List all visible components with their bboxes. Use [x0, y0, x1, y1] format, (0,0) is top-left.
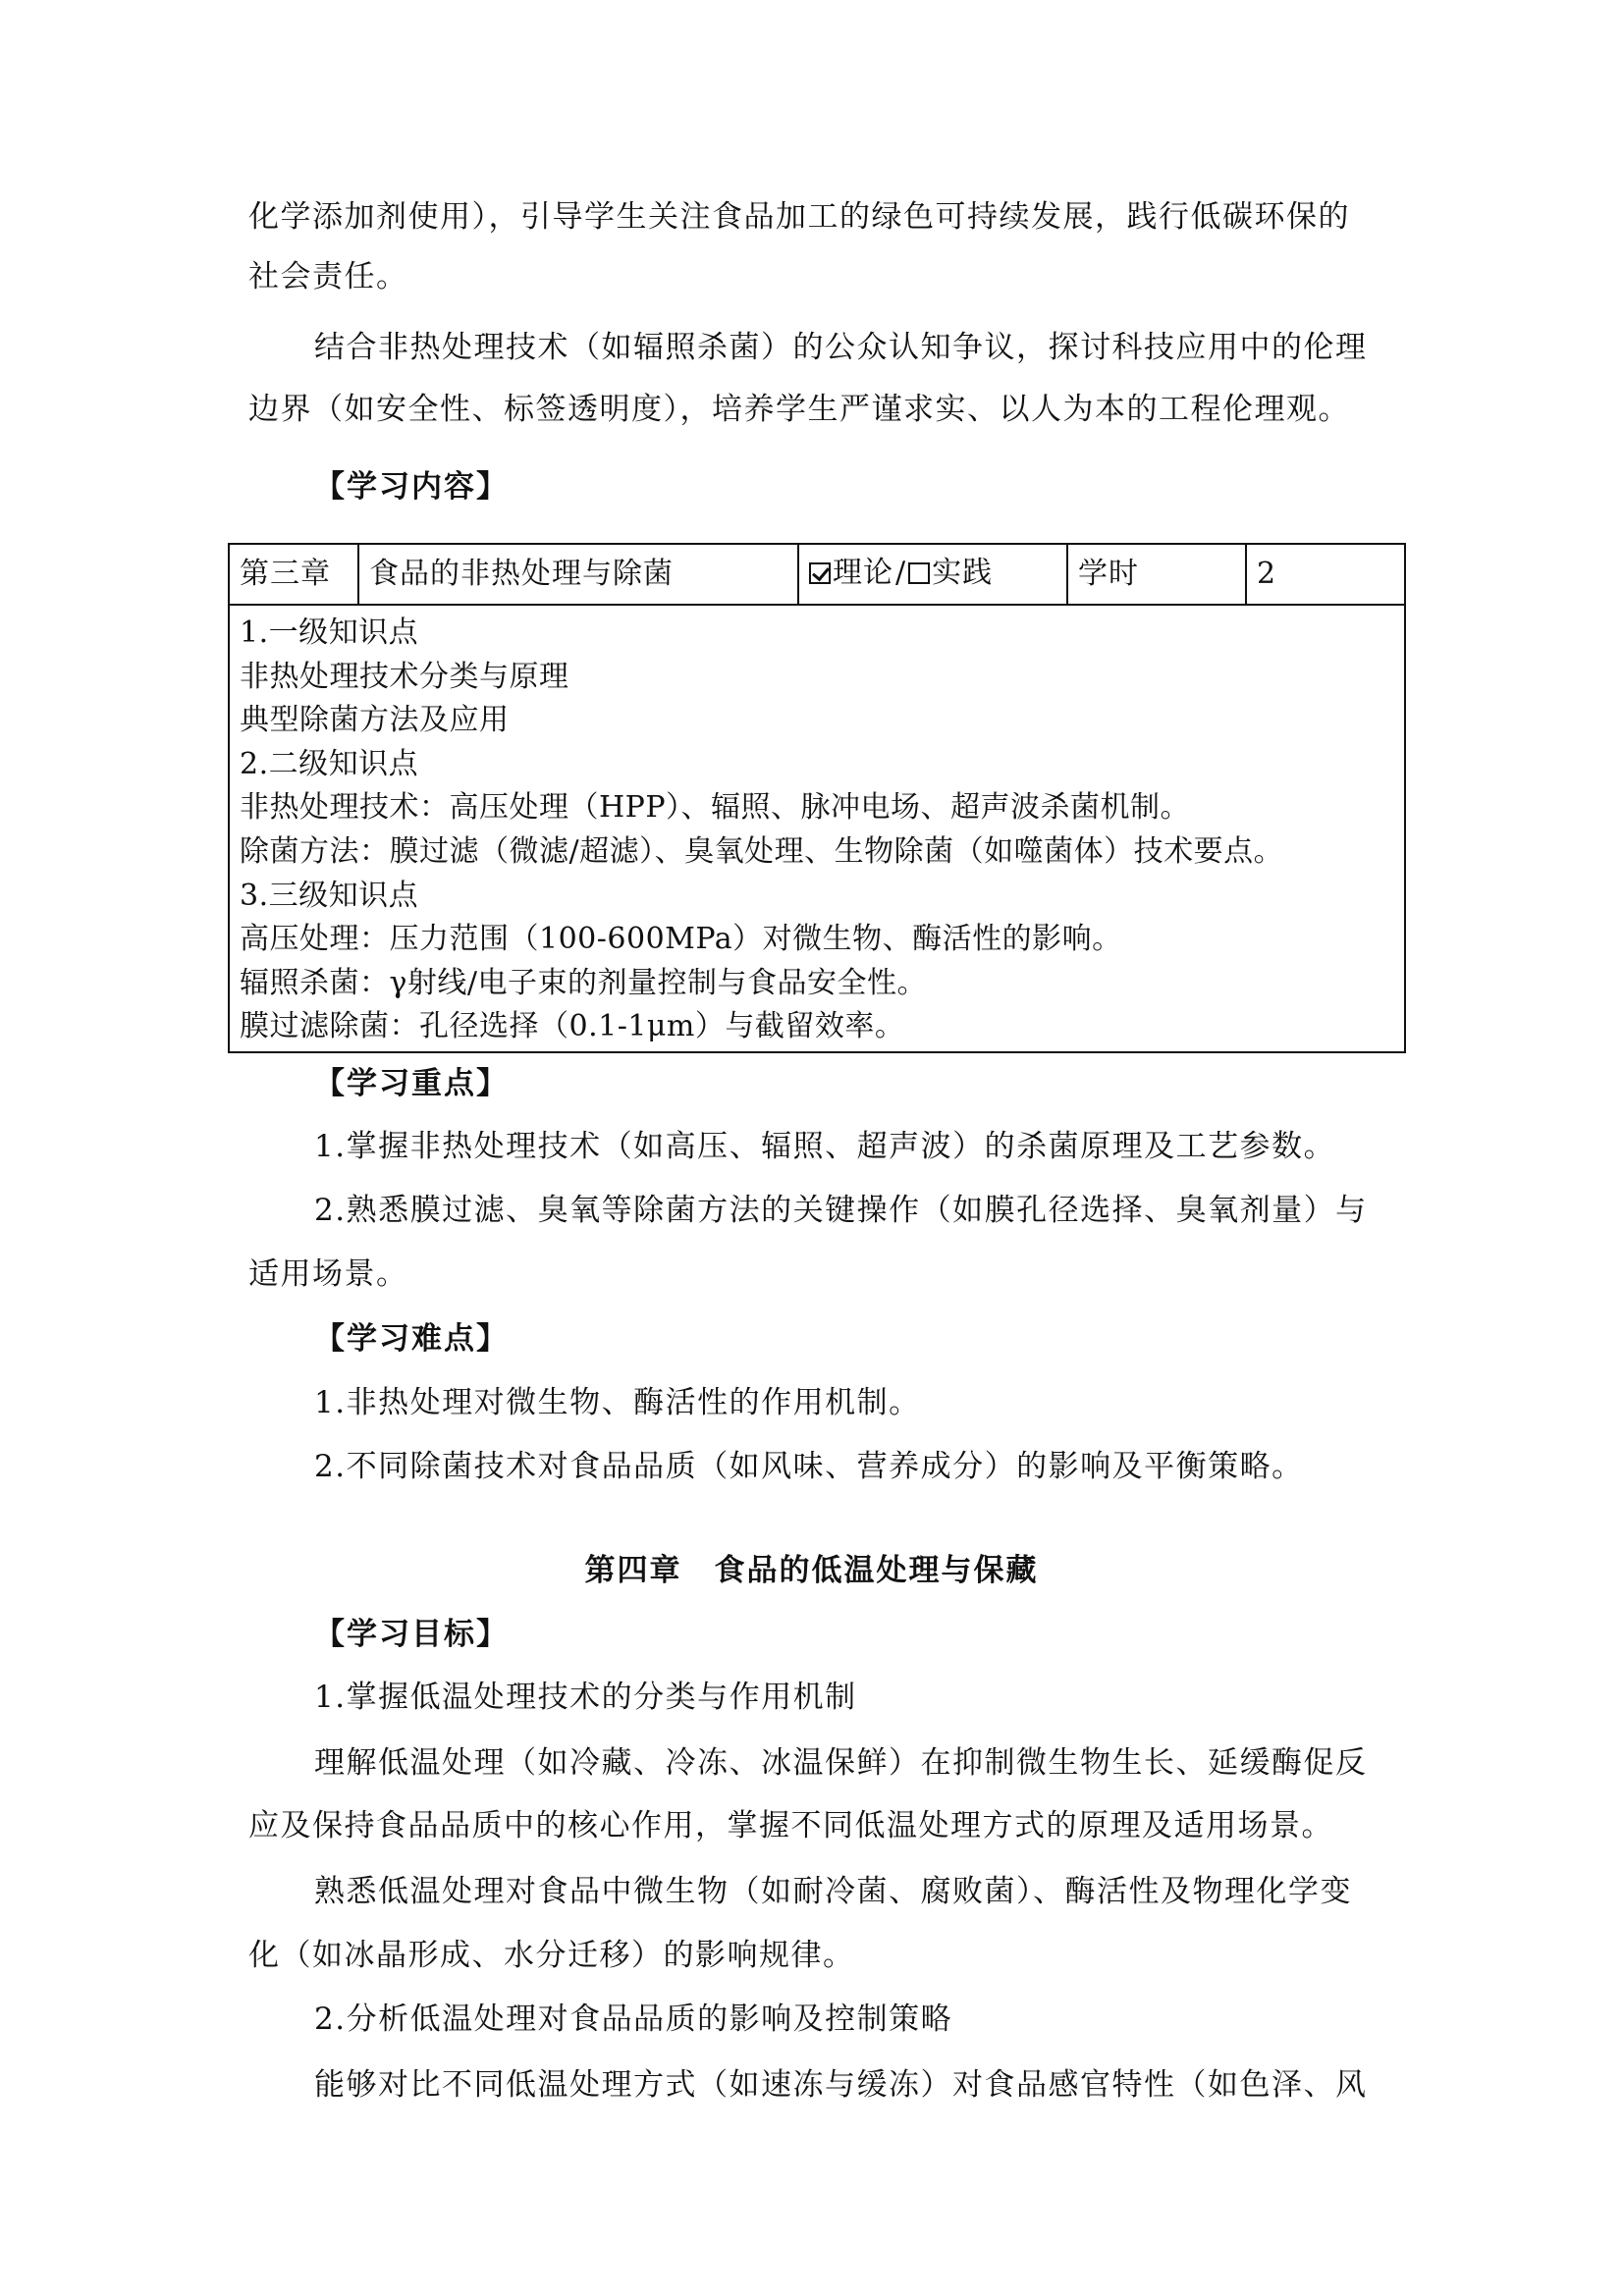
section-heading-difficulties: 【学习难点】	[314, 1321, 509, 1357]
knowledge-point: 2.二级知识点	[240, 746, 419, 781]
difficulty-item: 1.非热处理对微生物、酶活性的作用机制。	[314, 1385, 921, 1420]
chapter-cell: 第三章	[229, 544, 358, 605]
knowledge-point: 辐照杀菌：γ射线/电子束的剂量控制与食品安全性。	[240, 965, 928, 1000]
chapter-4-title: 第四章 食品的低温处理与保藏	[584, 1553, 1039, 1588]
knowledge-point: 膜过滤除菌：孔径选择（0.1-1μm）与截留效率。	[240, 1009, 905, 1044]
practice-checkbox[interactable]	[908, 562, 930, 584]
learning-content-table	[228, 543, 1406, 1053]
separator: /	[895, 556, 907, 590]
knowledge-point: 典型除菌方法及应用	[240, 703, 510, 738]
section-heading-objectives: 【学习目标】	[314, 1617, 509, 1652]
objective-paragraph: 1.掌握低温处理技术的分类与作用机制	[314, 1680, 857, 1715]
hours-label-cell: 学时	[1067, 544, 1246, 605]
section-heading-content: 【学习内容】	[314, 469, 509, 505]
paragraph-line: 边界（如安全性、标签透明度），培养学生严谨求实、以人为本的工程伦理观。	[248, 392, 1350, 427]
objective-paragraph: 2.分析低温处理对食品品质的影响及控制策略	[314, 2002, 953, 2037]
knowledge-point: 非热处理技术：高压处理（HPP）、辐照、脉冲电场、超声波杀菌机制。	[240, 790, 1191, 826]
objective-paragraph: 理解低温处理（如冷藏、冷冻、冰温保鲜）在抑制微生物生长、延缓酶促反	[314, 1745, 1368, 1781]
theory-checkbox[interactable]	[809, 562, 831, 584]
objective-paragraph: 熟悉低温处理对食品中微生物（如耐冷菌、腐败菌）、酶活性及物理化学变	[314, 1874, 1352, 1909]
key-point-item: 适用场景。	[248, 1256, 408, 1292]
objective-paragraph: 化（如冰晶形成、水分迁移）的影响规律。	[248, 1938, 855, 1973]
chapter-title-cell: 食品的非热处理与除菌	[358, 544, 798, 605]
knowledge-point: 1.一级知识点	[240, 615, 419, 650]
theory-label: 理论	[833, 556, 893, 590]
knowledge-point: 高压处理：压力范围（100-600MPa）对微生物、酶活性的影响。	[240, 922, 1122, 957]
table-header-row	[229, 544, 1405, 605]
knowledge-point: 除菌方法：膜过滤（微滤/超滤）、臭氧处理、生物除菌（如噬菌体）技术要点。	[240, 833, 1284, 869]
key-point-item: 1.掌握非热处理技术（如高压、辐照、超声波）的杀菌原理及工艺参数。	[314, 1129, 1336, 1164]
objective-paragraph: 应及保持食品品质中的核心作用，掌握不同低温处理方式的原理及适用场景。	[248, 1808, 1333, 1843]
difficulty-item: 2.不同除菌技术对食品品质（如风味、营养成分）的影响及平衡策略。	[314, 1449, 1304, 1484]
knowledge-points-cell	[229, 605, 1405, 1052]
hours-value-cell: 2	[1246, 544, 1405, 605]
knowledge-point: 非热处理技术分类与原理	[240, 659, 569, 694]
practice-label: 实践	[932, 556, 994, 590]
knowledge-point: 3.三级知识点	[240, 878, 419, 913]
objective-paragraph: 能够对比不同低温处理方式（如速冻与缓冻）对食品感官特性（如色泽、风	[314, 2067, 1368, 2103]
knowledge-points-row	[229, 605, 1405, 1052]
paragraph-line: 结合非热处理技术（如辐照杀菌）的公众认知争议，探讨科技应用中的伦理	[314, 330, 1368, 365]
paragraph-line: 社会责任。	[248, 259, 408, 294]
paragraph-line: 化学添加剂使用），引导学生关注食品加工的绿色可持续发展，践行低碳环保的	[248, 199, 1350, 235]
type-cell	[798, 544, 1067, 605]
key-point-item: 2.熟悉膜过滤、臭氧等除菌方法的关键操作（如膜孔径选择、臭氧剂量）与	[314, 1193, 1368, 1228]
section-heading-key-points: 【学习重点】	[314, 1066, 509, 1101]
